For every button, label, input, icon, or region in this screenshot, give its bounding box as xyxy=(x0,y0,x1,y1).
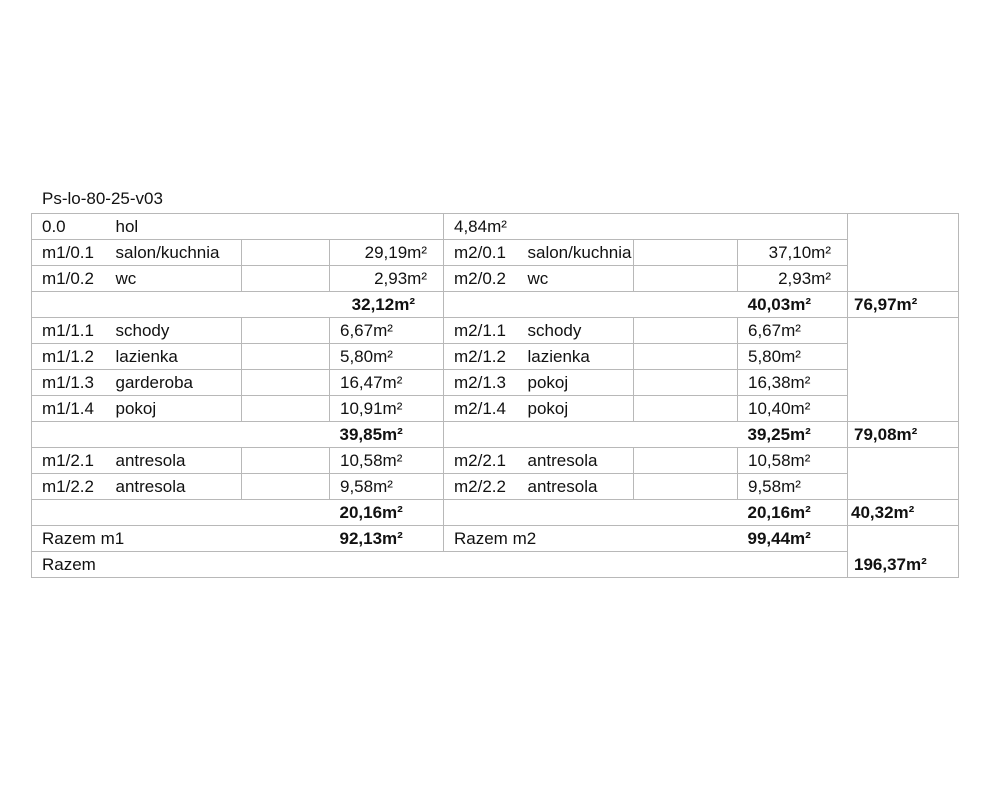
room-area: 37,10m² xyxy=(738,240,848,266)
room-name: antresola xyxy=(106,474,242,500)
room-code: m1/1.3 xyxy=(32,370,106,396)
room-area: 10,40m² xyxy=(738,396,848,422)
subtotal-row-first xyxy=(32,422,959,448)
razem-m1-value: 92,13m² xyxy=(330,526,444,552)
table-row xyxy=(32,396,959,422)
room-name: lazienka xyxy=(106,344,242,370)
room-name: lazienka xyxy=(518,344,634,370)
room-area: 9,58m² xyxy=(330,474,444,500)
room-name: pokoj xyxy=(518,370,634,396)
subtotal-m2: 40,03m² xyxy=(444,292,848,318)
room-area: 9,58m² xyxy=(738,474,848,500)
razem-m2-value: 99,44m² xyxy=(738,526,848,552)
subtotal-m1: 32,12m² xyxy=(32,292,444,318)
razem-label: Razem xyxy=(32,552,848,578)
room-name: salon/kuchnia xyxy=(106,240,242,266)
table-row xyxy=(32,318,959,344)
room-name: schody xyxy=(106,318,242,344)
room-code: m1/1.4 xyxy=(32,396,106,422)
room-code: m2/2.1 xyxy=(444,448,518,474)
room-area: 10,58m² xyxy=(330,448,444,474)
room-code: m1/0.1 xyxy=(32,240,106,266)
room-code: m2/0.1 xyxy=(444,240,518,266)
subtotal-row-ground xyxy=(32,292,959,318)
room-name: antresola xyxy=(518,448,634,474)
subtotal-m2: 20,16m² xyxy=(738,500,848,526)
floor-total: 40,32m² xyxy=(848,500,959,526)
room-area: 16,38m² xyxy=(738,370,848,396)
room-area: 6,67m² xyxy=(738,318,848,344)
razem-row xyxy=(32,552,959,578)
room-code: m2/1.1 xyxy=(444,318,518,344)
razem-m2-label: Razem m2 xyxy=(444,526,738,552)
room-area: 16,47m² xyxy=(330,370,444,396)
room-area: 29,19m² xyxy=(330,240,444,266)
room-area: 2,93m² xyxy=(738,266,848,292)
document-title: Ps-lo-80-25-v03 xyxy=(42,189,163,208)
room-code: m1/2.2 xyxy=(32,474,106,500)
razem-value: 196,37m² xyxy=(848,552,959,578)
room-code: m1/0.2 xyxy=(32,266,106,292)
room-name: pokoj xyxy=(106,396,242,422)
room-code: m1/2.1 xyxy=(32,448,106,474)
table-row xyxy=(32,344,959,370)
area-table xyxy=(31,213,959,578)
razem-units-row xyxy=(32,526,959,552)
subtotal-m1: 20,16m² xyxy=(330,500,444,526)
room-name: salon/kuchnia xyxy=(518,240,634,266)
room-name: pokoj xyxy=(518,396,634,422)
room-area: 2,93m² xyxy=(330,266,444,292)
room-name: wc xyxy=(518,266,634,292)
floor-total: 76,97m² xyxy=(848,292,959,318)
room-name: wc xyxy=(106,266,242,292)
room-code: m2/1.4 xyxy=(444,396,518,422)
subtotal-row-second xyxy=(32,500,959,526)
room-code: 0.0 xyxy=(32,214,106,240)
room-name: hol xyxy=(106,214,444,240)
room-code: m2/0.2 xyxy=(444,266,518,292)
room-name: antresola xyxy=(518,474,634,500)
room-area: 4,84m² xyxy=(444,214,848,240)
table-row-level0 xyxy=(32,214,959,240)
room-code: m1/1.2 xyxy=(32,344,106,370)
subtotal-m2: 39,25m² xyxy=(738,422,848,448)
table-row xyxy=(32,474,959,500)
table-row xyxy=(32,240,959,266)
room-code: m2/1.3 xyxy=(444,370,518,396)
room-area: 5,80m² xyxy=(738,344,848,370)
table-row xyxy=(32,448,959,474)
room-area: 10,91m² xyxy=(330,396,444,422)
room-code: m2/1.2 xyxy=(444,344,518,370)
room-area: 5,80m² xyxy=(330,344,444,370)
room-code: m2/2.2 xyxy=(444,474,518,500)
razem-m1-label: Razem m1 xyxy=(32,526,330,552)
room-name: antresola xyxy=(106,448,242,474)
subtotal-m1: 39,85m² xyxy=(330,422,444,448)
floor-total: 79,08m² xyxy=(848,422,959,448)
room-name: garderoba xyxy=(106,370,242,396)
room-code: m1/1.1 xyxy=(32,318,106,344)
table-row xyxy=(32,370,959,396)
table-row xyxy=(32,266,959,292)
room-area: 6,67m² xyxy=(330,318,444,344)
room-name: schody xyxy=(518,318,634,344)
room-area: 10,58m² xyxy=(738,448,848,474)
